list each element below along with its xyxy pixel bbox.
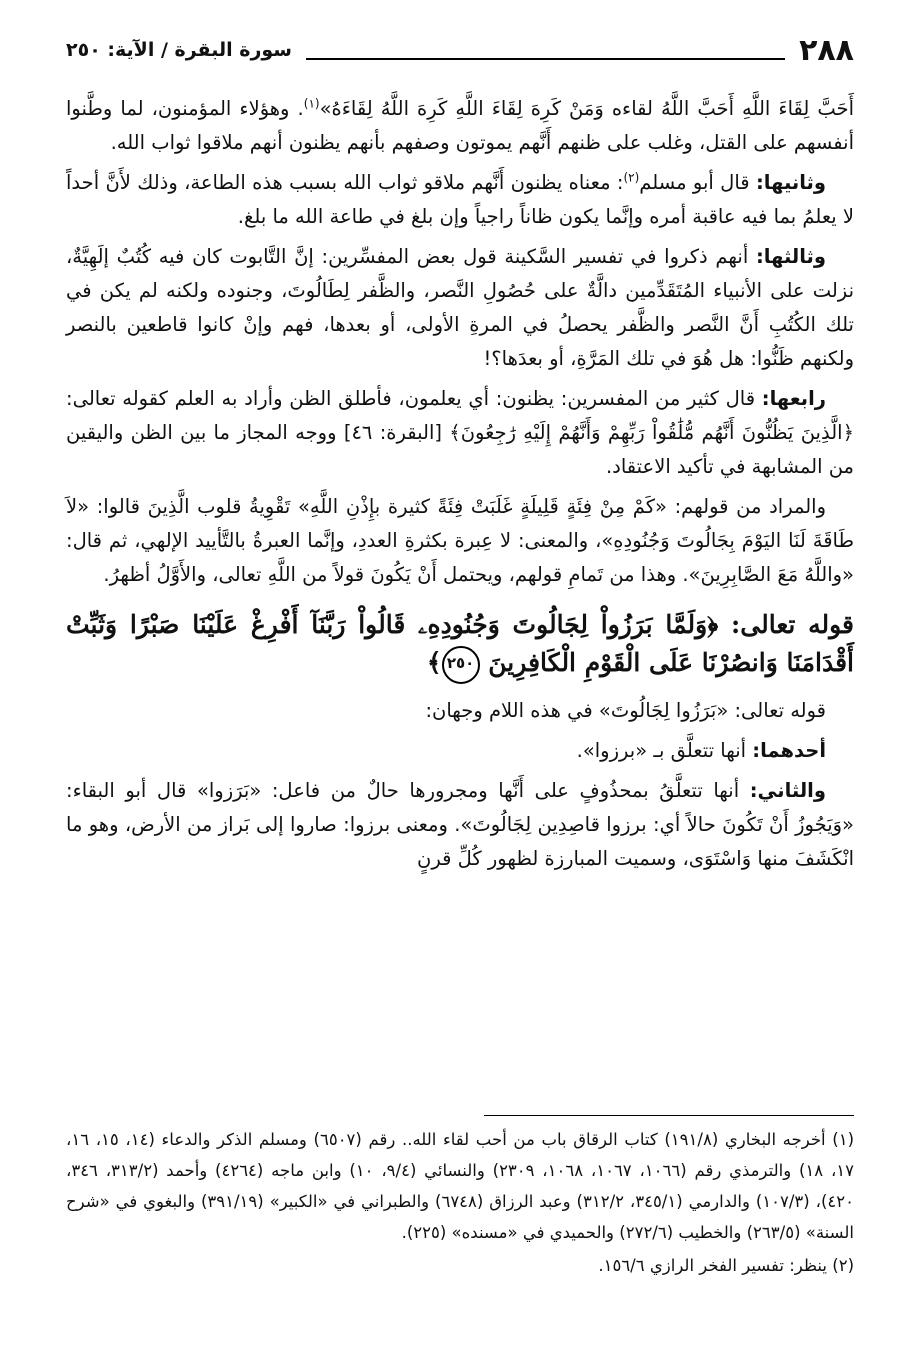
footnote-2: (٢) ينظر: تفسير الفخر الرازي ١٥٦/٦. bbox=[598, 1256, 854, 1275]
main-text bbox=[66, 92, 854, 882]
ayah-number-marker: ٢٥٠ bbox=[442, 646, 480, 684]
footnote-1: (١) أخرجه البخاري (١٩١/٨) كتاب الرقاق باب من أحب لقاء الله.. رقم (٦٥٠٧) ومسلم الذكر والدعاء (١٤، ١٥، ١٦، ١٧، ١٨) والترمذي رقم (١٠٦٦، ١٠٦٧، ١٠٦٨، ٢٣٠٩) والنسائي (٩/٤، ١٠) وابن ماجه (٤٢٦٤) وأحمد (٣١٣/٢، ٣٤٦، ٤٢٠)، (١٠٧/٣) والدارمي (٣٤٥/١، ٣١٢/٢) وعبد الرزاق (٦٧٤٨) والطبراني في «الكبير» (٣٩١/١٩) والبغوي في «شرح السنة» (٢٦٣/٥) والخطيب (٢٧٢/٦) والحميدي في «مسنده» (٢٢٥). bbox=[66, 1130, 855, 1242]
footnote-ref-1: (١) bbox=[303, 96, 320, 111]
lead-fourth: رابعها: bbox=[761, 387, 826, 410]
header-rule bbox=[306, 58, 785, 60]
paragraph-lam: قوله تعالى: «بَرَزُوا لِجَالُوتَ» في هذه اللام وجهان: bbox=[425, 698, 826, 722]
verse-text: ﴿وَلَمَّا بَرَزُواْ لِجَالُوتَ وَجُنُودِهِۦ قَالُواْ رَبَّنَآ أَفْرِغْ عَلَيْنَا صَبْرًا وَثَبِّتْ أَقْدَامَنَا وَانصُرْنَا عَلَى الْقَوْمِ الْكَافِرِينَ bbox=[66, 610, 854, 677]
lead-second-view: والثاني: bbox=[749, 778, 826, 802]
lead-second: وثانيها: bbox=[755, 171, 826, 194]
verse-block: قوله تعالى: ﴿وَلَمَّا بَرَزُواْ لِجَالُوتَ وَجُنُودِهِۦ قَالُواْ رَبَّنَآ أَفْرِغْ عَلَيْنَا صَبْرًا وَثَبِّتْ أَقْدَامَنَا وَانصُرْنَا عَلَى الْقَوْمِ الْكَافِرِينَ ٢٥٠﴾ bbox=[66, 606, 854, 684]
footnotes bbox=[66, 1124, 854, 1283]
verse-intro: قوله تعالى: bbox=[718, 610, 854, 639]
paragraph-first-view: أحدهما: أنها تتعلَّق بـ «برزوا». bbox=[576, 738, 826, 762]
lead-third: وثالثها: bbox=[755, 245, 826, 268]
paragraph-meaning: والمراد من قولهم: «كَمْ مِنْ فِئَةٍ قَلِيلَةٍ غَلَبَتْ فِئَةً كثيرة بإِذْنِ اللَّهِ» تَقْوِيةُ قلوب الَّذِينَ قالوا: «لاَ طَاقَةَ لَنَا اليَوْمَ بِجَالُوتَ وَجُنُودِهِ»، والمعنى: لا عِبرة بكثرةِ العددِ، وإنَّما العبرةُ بالتَّأييد الإلهي، ثم قال: «واللَّهُ مَعَ الصَّابِرِينَ». وهذا من تَمامِ قولهم، ويحتمل أَنْ يَكُونَ قولاً من اللَّهِ تعالى، والأَوَّلُ أظهرُ. bbox=[66, 495, 854, 586]
footnote-rule bbox=[484, 1115, 854, 1116]
running-title: سورة البقرة / الآية: ٢٥٠ bbox=[66, 39, 292, 61]
page-header bbox=[66, 30, 854, 70]
lead-first-view: أحدهما: bbox=[752, 738, 826, 762]
page-number: ٢٨٨ bbox=[799, 32, 854, 68]
paragraph-third: وثالثها: أنهم ذكروا في تفسير السَّكينة قول بعض المفسِّرين: إنَّ التَّابوت كان فيه كُتُبٌ إلَهِيَّةٌ، نزلت على الأنبياء المُتَقَدِّمين دالَّةٌ على حُصُولِ النَّصر، والظَّفر لِطَالُوتَ، وجنوده ولكنه لم يكن في تلك الكُتُبِ أَنَّ النَّصر والظَّفر يحصلُ في المرةِ الأولى، أو بعدها، فهم وإنْ كانوا قاطعين بالنصر ولكنهم ظَنُّوا: هل هُوَ في تلك المَرَّةِ، أو بعدَها؟! bbox=[66, 245, 854, 370]
footnote-ref-2: (٢) bbox=[623, 170, 640, 185]
paragraph-1: أَحَبَّ لِقَاءَ اللَّهِ أَحَبَّ اللَّهُ لقاءه وَمَنْ كَرِهَ لِقَاءَ اللَّهِ كَرِهَ اللَّهُ لِقَاءَهُ»$^{(١)}$. وهؤلاء المؤمنون، لما وطَّنوا أنفسهم على القتل، وغلب على ظنهم أَنَّهم يموتون وصفهم بأنهم يظنون أنهم ملاقوا ثواب الله. bbox=[66, 96, 855, 154]
paragraph-second-view: والثاني: أنها تتعلَّقُ بمحذُوفٍ على أَنَّها ومجرورها حالٌ من فاعل: «بَرَزوا» قال أبو البقاء: «وَيَجُوزُ أَنْ تَكُونَ حالاً أي: برزوا قاصِدِين لِجَالُوتَ». ومعنى برزوا: صاروا إلى بَراز من الأرض، وهو ما انْكَشَفَ منها وَاسْتَوَى، وسميت المبارزة لظهور كُلِّ قرنٍ bbox=[66, 778, 854, 870]
paragraph-second: وثانيها: قال أبو مسلم$^{(٢)}$: معناه يظنون أَنَّهم ملاقو ثواب الله بسبب هذه الطاعة، وذلك لأَنَّ أحداً لا يعلمُ بما فيه عاقبة أمره وإنَّما يكون ظاناً راجياً وإن بلغ في طاعة الله ما بلغ. bbox=[66, 170, 854, 228]
paragraph-fourth: رابعها: قال كثير من المفسرين: يظنون: أي يعلمون، فأطلق الظن وأراد به العلم كقوله تعالى: ﴿الَّذِينَ يَظُنُّونَ أَنَّهُم مُّلَٰقُواْ رَبِّهِمْ وَأَنَّهُمْ إِلَيْهِ رَٰجِعُونَ﴾ [البقرة: ٤٦] ووجه المجاز ما بين الظن واليقين من المشابهة في تأكيد الاعتقاد. bbox=[66, 387, 855, 478]
